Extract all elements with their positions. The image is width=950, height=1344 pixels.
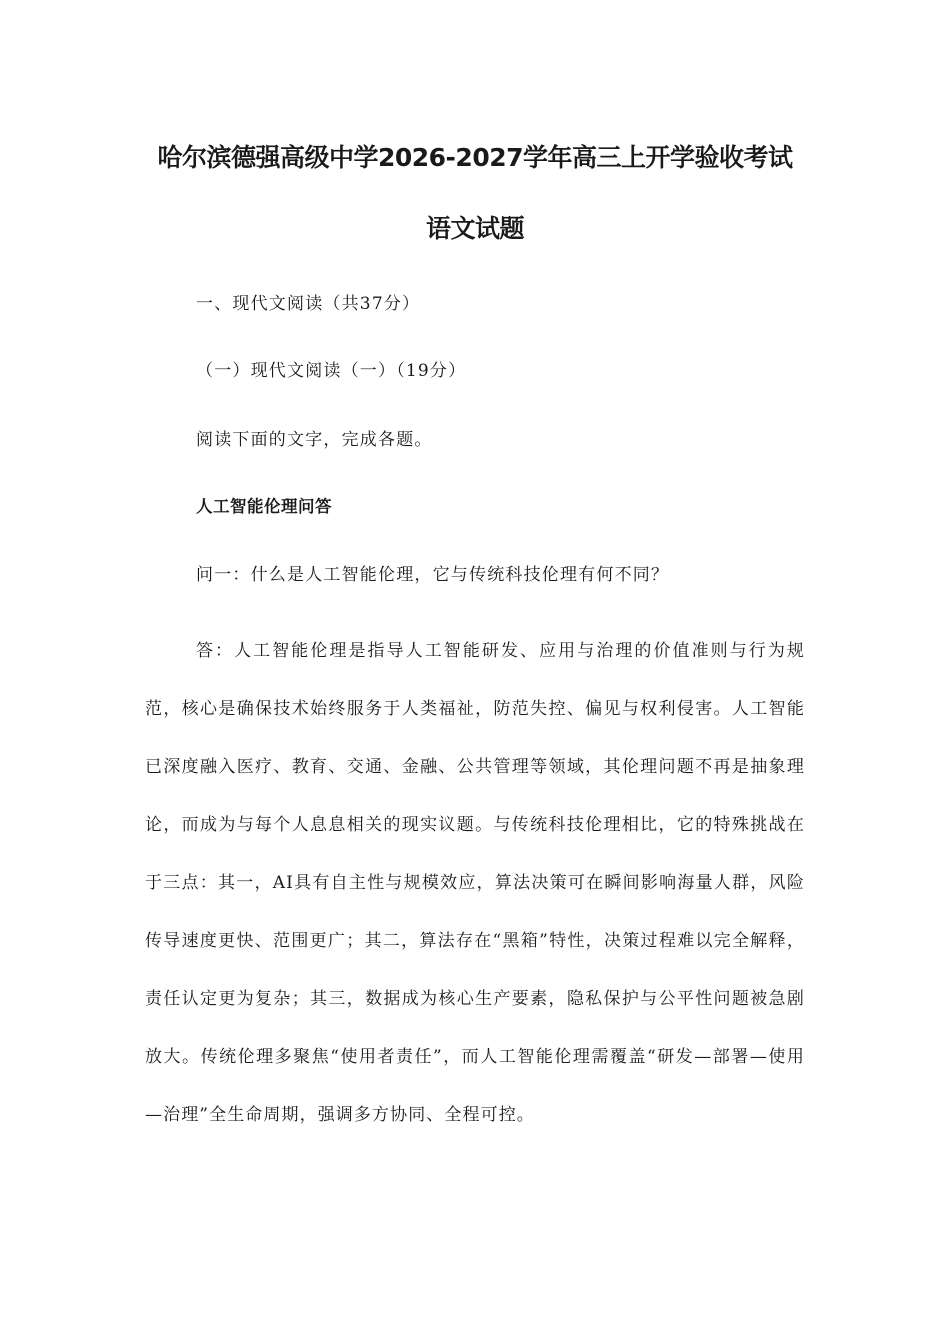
- exam-subject-title: 语文试题: [425, 214, 524, 243]
- section-heading: 一、现代文阅读（共37分）: [196, 294, 421, 314]
- subsection-heading: （一）现代文阅读（一）（19分）: [196, 361, 467, 381]
- reading-instruction: 阅读下面的文字，完成各题。: [196, 430, 433, 450]
- exam-title: 哈尔滨德强高级中学2026-2027学年高三上开学验收考试: [157, 143, 793, 172]
- article-title: 人工智能伦理问答: [196, 497, 332, 516]
- question-one: 问一：什么是人工智能伦理，它与传统科技伦理有何不同？: [196, 565, 670, 585]
- answer-one-paragraph: 答：人工智能伦理是指导人工智能研发、应用与治理的价值准则与行为规范，核心是确保技术始终服务于人类福祉，防范失控、偏见与权利侵害。人工智能已深度融入医疗、教育、交通、金融、公共管理等领域，其伦理问题不再是抽象理论，而成为与每个人息息相关的现实议题。与传统科技伦理相比，它的特殊挑战在于三点：其一，AI具有自主性与规模效应，算法决策可在瞬间影响海量人群，风险传导速度更快、范围更广；其二，算法存在“黑箱”特性，决策过程难以完全解释，责任认定更为复杂；其三，数据成为核心生产要素，隐私保护与公平性问题被急剧放大。传统伦理多聚焦“使用者责任”，而人工智能伦理需覆盖“研发—部署—使用—治理”全生命周期，强调多方协同、全程可控。: [145, 641, 805, 1125]
